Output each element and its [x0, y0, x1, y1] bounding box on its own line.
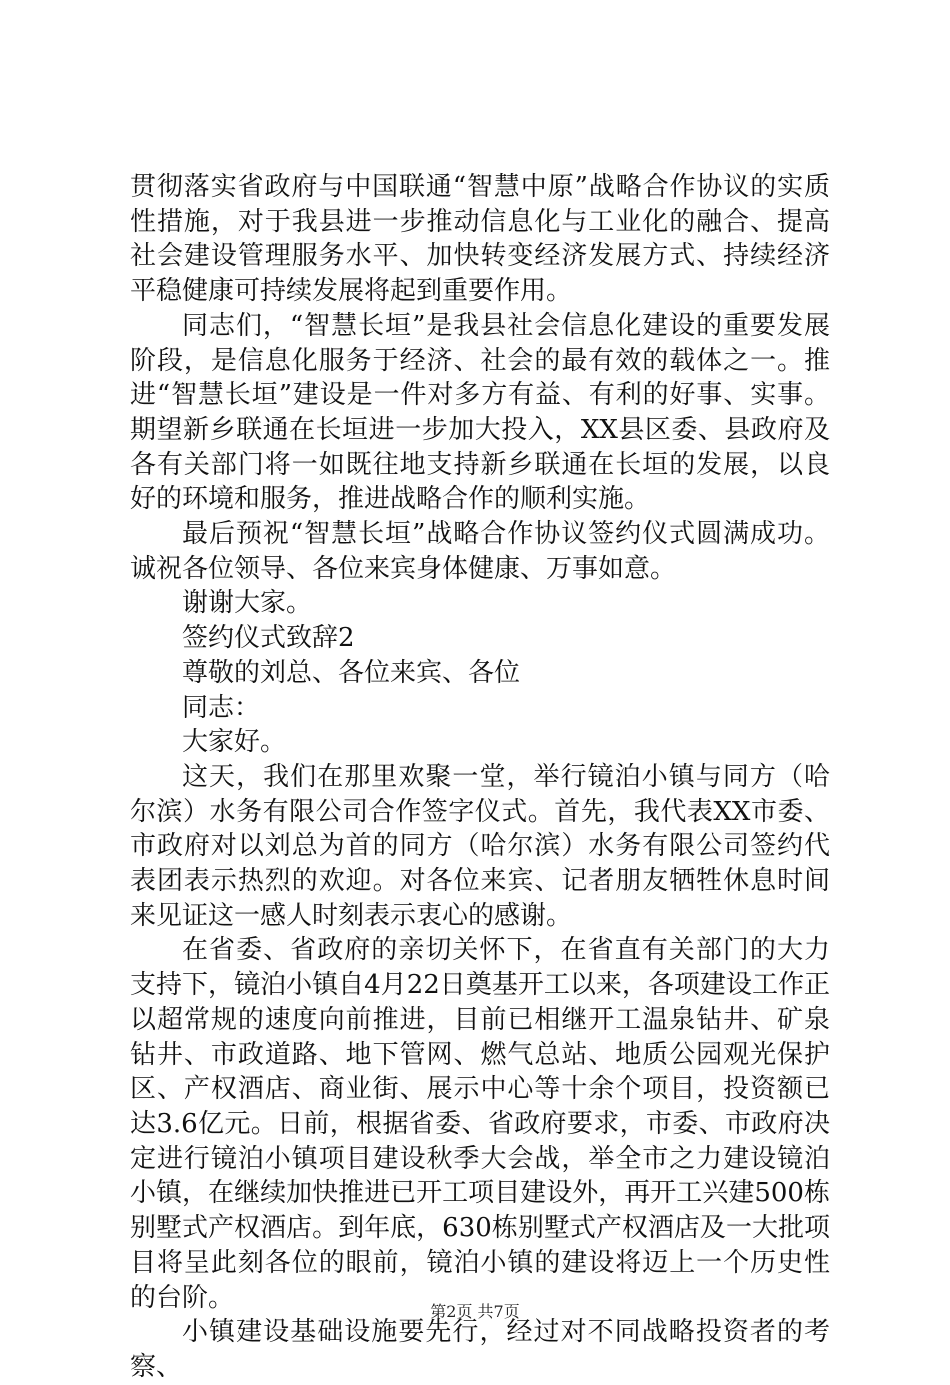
- paragraph-closing-wishes: 最后预祝“智慧长垣”战略合作协议签约仪式圆满成功。诚祝各位领导、各位来宾身体健康、万事如意。: [130, 519, 830, 584]
- document-body: [130, 170, 830, 1385]
- paragraph-welcome: 这天，我们在那里欢聚一堂，举行镜泊小镇与同方（哈尔滨）水务有限公司合作签字仪式。首先，我代表XX市委、市政府对以刘总为首的同方（哈尔滨）水务有限公司签约代表团表示热烈的欢迎。对各位来宾、记者朋友牺牲休息时间来见证这一感人时刻表示衷心的感谢。: [130, 761, 830, 931]
- paragraph-construction-progress: 在省委、省政府的亲切关怀下，在省直有关部门的大力支持下，镜泊小镇自4月22日奠基开工以来，各项建设工作正以超常规的速度向前推进，目前已相继开工温泉钻井、矿泉钻井、市政道路、地下管网、燃气总站、地质公园观光保护区、产权酒店、商业街、展示中心等十余个项目，投资额已达3.6亿元。日前，根据省委、省政府要求，市委、市政府决定进行镜泊小镇项目建设秋季大会战，举全市之力建设镜泊小镇，在继续加快推进已开工项目建设外，再开工兴建500栋别墅式产权酒店。到年底，630栋别墅式产权酒店及一大批项目将呈此刻各位的眼前，镜泊小镇的建设将迈上一个历史性的台阶。: [130, 935, 830, 1313]
- paragraph-zhihui-changyuan: 同志们，“智慧长垣”是我县社会信息化建设的重要发展阶段，是信息化服务于经济、社会的最有效的载体之一。推进“智慧长垣”建设是一件对多方有益、有利的好事、实事。期望新乡联通在长垣进一步加大投入，XX县区委、县政府及各有关部门将一如既往地支持新乡联通在长垣的发展，以良好的环境和服务，推进战略合作的顺利实施。: [130, 310, 830, 515]
- paragraph-infrastructure: 小镇建设基础设施要先行，经过对不同战略投资者的考察、: [130, 1317, 830, 1382]
- salutation-line-2: 同志：: [182, 692, 261, 723]
- page-footer: 第2页 共7页: [430, 1302, 520, 1321]
- greeting-line: 大家好。: [182, 727, 287, 758]
- speech-2-title: 签约仪式致辞2: [182, 623, 355, 654]
- salutation-line: 尊敬的刘总、各位来宾、各位: [182, 657, 521, 688]
- thanks-line: 谢谢大家。: [182, 588, 313, 619]
- paragraph-continuation: 贯彻落实省政府与中国联通“智慧中原”战略合作协议的实质性措施，对于我县进一步推动信息化与工业化的融合、提高社会建设管理服务水平、加快转变经济发展方式、持续经济平稳健康可持续发展将起到重要作用。: [130, 172, 830, 307]
